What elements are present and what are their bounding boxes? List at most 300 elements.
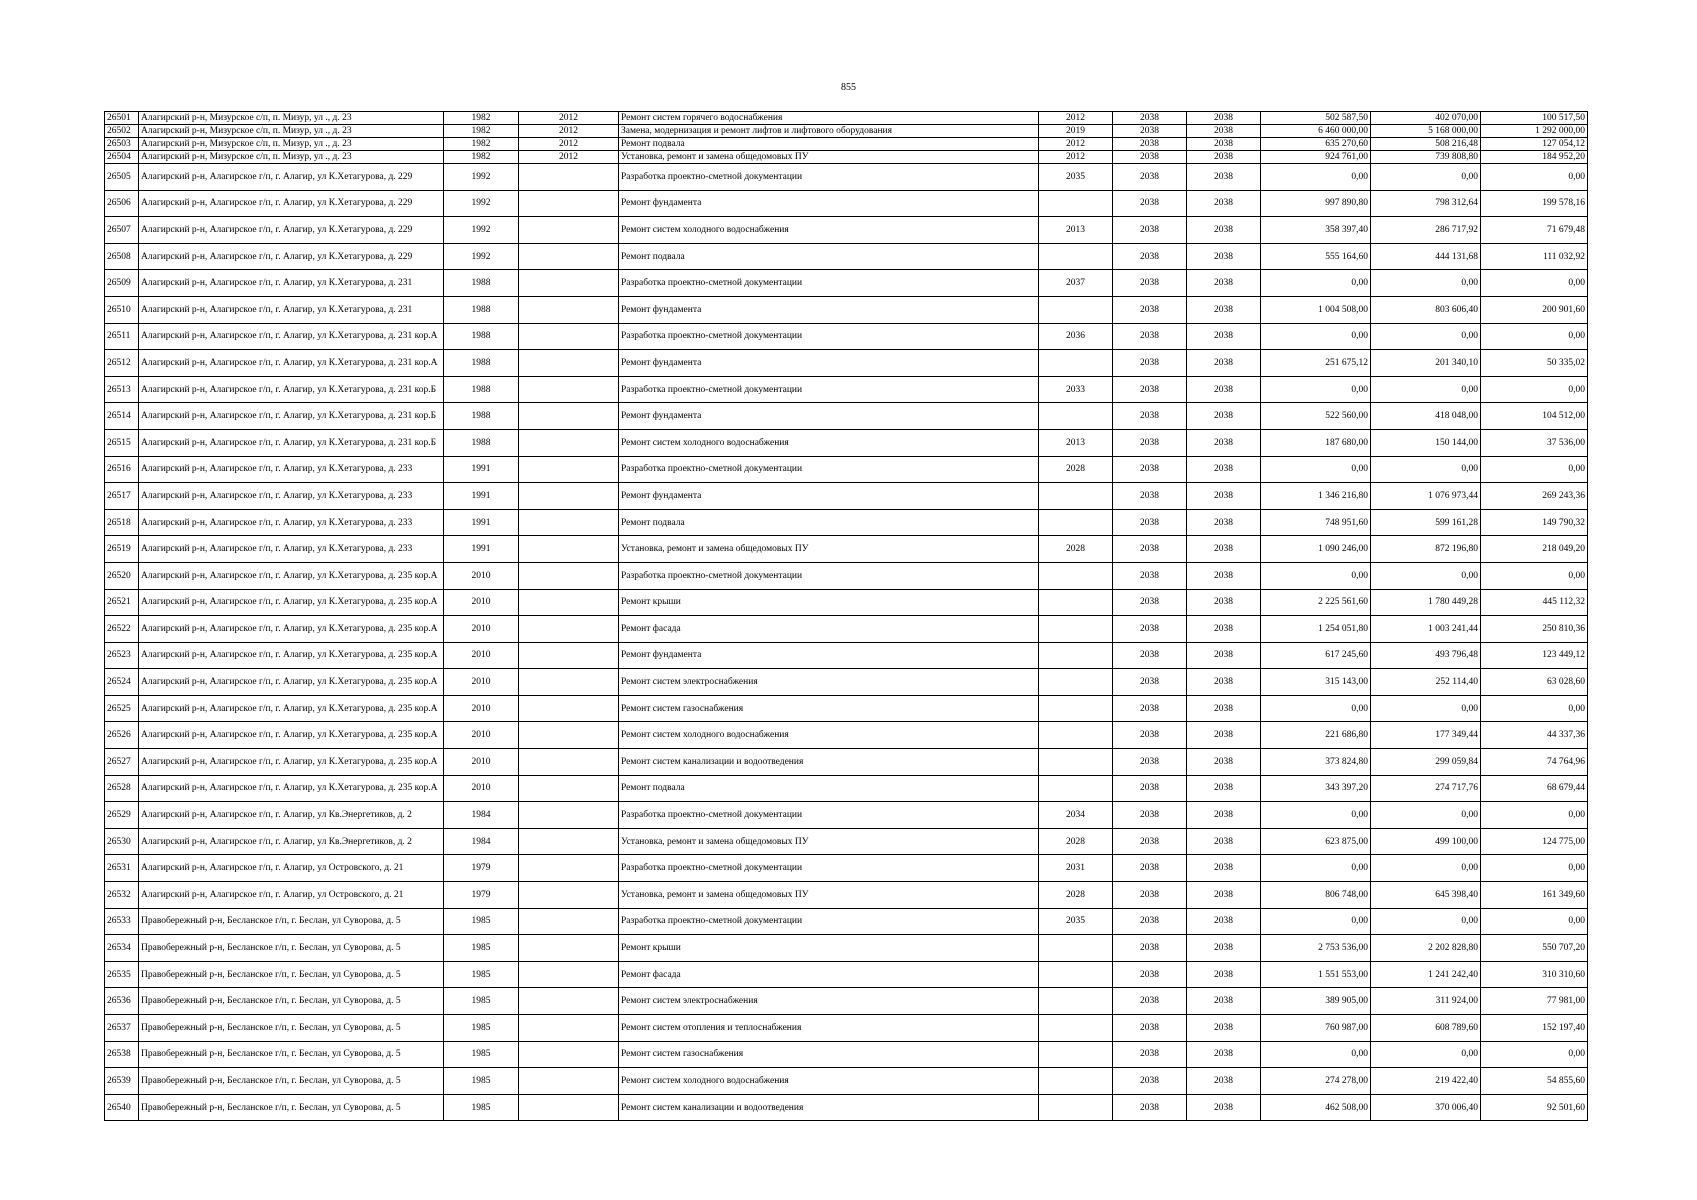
planned-year-cell	[1039, 483, 1113, 510]
table-row	[105, 828, 1588, 855]
start-year-cell: 2038	[1113, 164, 1187, 191]
start-year-cell: 2038	[1113, 882, 1187, 909]
planned-year-cell	[1039, 775, 1113, 802]
work-type-cell: Ремонт крыши	[619, 935, 1039, 962]
owner-cost-cell: 161 349,60	[1481, 882, 1588, 909]
fund-cost-cell: 0,00	[1371, 908, 1481, 935]
total-cost-cell: 251 675,12	[1261, 350, 1371, 377]
build-year-cell: 2010	[444, 722, 519, 749]
build-year-cell: 2010	[444, 642, 519, 669]
row-id-cell: 26531	[105, 855, 139, 882]
row-id-cell: 26509	[105, 270, 139, 297]
row-id-cell: 26526	[105, 722, 139, 749]
table-row	[105, 802, 1588, 829]
start-year-cell: 2038	[1113, 1041, 1187, 1068]
owner-cost-cell: 127 054,12	[1481, 138, 1588, 151]
fund-cost-cell: 599 161,28	[1371, 509, 1481, 536]
fund-cost-cell: 508 216,48	[1371, 138, 1481, 151]
fund-cost-cell: 0,00	[1371, 695, 1481, 722]
owner-cost-cell: 100 517,50	[1481, 112, 1588, 125]
start-year-cell: 2038	[1113, 961, 1187, 988]
table-row	[105, 536, 1588, 563]
last-repair-year-cell	[519, 775, 619, 802]
total-cost-cell: 0,00	[1261, 562, 1371, 589]
planned-year-cell: 2031	[1039, 855, 1113, 882]
fund-cost-cell: 493 796,48	[1371, 642, 1481, 669]
start-year-cell: 2038	[1113, 1094, 1187, 1121]
last-repair-year-cell: 2012	[519, 112, 619, 125]
last-repair-year-cell	[519, 429, 619, 456]
total-cost-cell: 635 270,60	[1261, 138, 1371, 151]
work-type-cell: Ремонт крыши	[619, 589, 1039, 616]
end-year-cell: 2038	[1187, 217, 1261, 244]
owner-cost-cell: 111 032,92	[1481, 243, 1588, 270]
fund-cost-cell: 252 114,40	[1371, 669, 1481, 696]
build-year-cell: 2010	[444, 562, 519, 589]
end-year-cell: 2038	[1187, 509, 1261, 536]
planned-year-cell	[1039, 749, 1113, 776]
work-type-cell: Ремонт фундамента	[619, 190, 1039, 217]
last-repair-year-cell	[519, 642, 619, 669]
table-row	[105, 270, 1588, 297]
address-cell: Правобережный р-н, Бесланское г/п, г. Беслан, ул Суворова, д. 5	[139, 961, 444, 988]
table-row	[105, 855, 1588, 882]
total-cost-cell: 617 245,60	[1261, 642, 1371, 669]
table-row	[105, 403, 1588, 430]
fund-cost-cell: 872 196,80	[1371, 536, 1481, 563]
planned-year-cell	[1039, 669, 1113, 696]
address-cell: Алагирский р-н, Алагирское г/п, г. Алагир, ул К.Хетагурова, д. 233	[139, 509, 444, 536]
work-type-cell: Ремонт систем электроснабжения	[619, 669, 1039, 696]
end-year-cell: 2038	[1187, 112, 1261, 125]
build-year-cell: 2010	[444, 616, 519, 643]
work-type-cell: Ремонт фундамента	[619, 483, 1039, 510]
row-id-cell: 26501	[105, 112, 139, 125]
start-year-cell: 2038	[1113, 802, 1187, 829]
owner-cost-cell: 0,00	[1481, 1041, 1588, 1068]
owner-cost-cell: 0,00	[1481, 323, 1588, 350]
work-type-cell: Разработка проектно-сметной документации	[619, 376, 1039, 403]
start-year-cell: 2038	[1113, 642, 1187, 669]
owner-cost-cell: 0,00	[1481, 695, 1588, 722]
start-year-cell: 2038	[1113, 988, 1187, 1015]
total-cost-cell: 806 748,00	[1261, 882, 1371, 909]
work-type-cell: Ремонт фасада	[619, 616, 1039, 643]
table-row	[105, 190, 1588, 217]
build-year-cell: 1991	[444, 509, 519, 536]
total-cost-cell: 1 551 553,00	[1261, 961, 1371, 988]
fund-cost-cell: 311 924,00	[1371, 988, 1481, 1015]
address-cell: Алагирский р-н, Алагирское г/п, г. Алагир, ул К.Хетагурова, д. 235 кор.А	[139, 562, 444, 589]
work-type-cell: Установка, ремонт и замена общедомовых ПУ	[619, 882, 1039, 909]
table-row	[105, 1015, 1588, 1042]
table-row	[105, 1041, 1588, 1068]
last-repair-year-cell	[519, 669, 619, 696]
fund-cost-cell: 0,00	[1371, 1041, 1481, 1068]
planned-year-cell	[1039, 190, 1113, 217]
planned-year-cell: 2019	[1039, 125, 1113, 138]
address-cell: Алагирский р-н, Алагирское г/п, г. Алагир, ул К.Хетагурова, д. 231 кор.Б	[139, 376, 444, 403]
row-id-cell: 26518	[105, 509, 139, 536]
planned-year-cell	[1039, 642, 1113, 669]
build-year-cell: 1988	[444, 429, 519, 456]
build-year-cell: 1982	[444, 151, 519, 164]
fund-cost-cell: 739 808,80	[1371, 151, 1481, 164]
table-row	[105, 429, 1588, 456]
build-year-cell: 1982	[444, 138, 519, 151]
last-repair-year-cell	[519, 1015, 619, 1042]
start-year-cell: 2038	[1113, 403, 1187, 430]
table-row	[105, 775, 1588, 802]
owner-cost-cell: 149 790,32	[1481, 509, 1588, 536]
address-cell: Алагирский р-н, Алагирское г/п, г. Алагир, ул К.Хетагурова, д. 235 кор.А	[139, 669, 444, 696]
address-cell: Правобережный р-н, Бесланское г/п, г. Беслан, ул Суворова, д. 5	[139, 1041, 444, 1068]
planned-year-cell: 2012	[1039, 151, 1113, 164]
fund-cost-cell: 0,00	[1371, 323, 1481, 350]
start-year-cell: 2038	[1113, 483, 1187, 510]
address-cell: Правобережный р-н, Бесланское г/п, г. Беслан, ул Суворова, д. 5	[139, 1015, 444, 1042]
start-year-cell: 2038	[1113, 190, 1187, 217]
build-year-cell: 1982	[444, 112, 519, 125]
build-year-cell: 1979	[444, 855, 519, 882]
end-year-cell: 2038	[1187, 164, 1261, 191]
row-id-cell: 26529	[105, 802, 139, 829]
start-year-cell: 2038	[1113, 151, 1187, 164]
row-id-cell: 26537	[105, 1015, 139, 1042]
planned-year-cell: 2028	[1039, 536, 1113, 563]
address-cell: Алагирский р-н, Алагирское г/п, г. Алагир, ул Кв.Энергетиков, д. 2	[139, 828, 444, 855]
row-id-cell: 26534	[105, 935, 139, 962]
last-repair-year-cell	[519, 695, 619, 722]
owner-cost-cell: 0,00	[1481, 855, 1588, 882]
repair-program-table	[104, 111, 1588, 1121]
work-type-cell: Ремонт фундамента	[619, 350, 1039, 377]
owner-cost-cell: 0,00	[1481, 456, 1588, 483]
build-year-cell: 1992	[444, 164, 519, 191]
total-cost-cell: 0,00	[1261, 855, 1371, 882]
work-type-cell: Ремонт систем холодного водоснабжения	[619, 429, 1039, 456]
owner-cost-cell: 50 335,02	[1481, 350, 1588, 377]
row-id-cell: 26511	[105, 323, 139, 350]
row-id-cell: 26522	[105, 616, 139, 643]
work-type-cell: Разработка проектно-сметной документации	[619, 323, 1039, 350]
owner-cost-cell: 200 901,60	[1481, 296, 1588, 323]
last-repair-year-cell	[519, 376, 619, 403]
fund-cost-cell: 177 349,44	[1371, 722, 1481, 749]
row-id-cell: 26516	[105, 456, 139, 483]
work-type-cell: Разработка проектно-сметной документации	[619, 908, 1039, 935]
row-id-cell: 26505	[105, 164, 139, 191]
address-cell: Алагирский р-н, Алагирское г/п, г. Алагир, ул К.Хетагурова, д. 233	[139, 456, 444, 483]
work-type-cell: Ремонт подвала	[619, 509, 1039, 536]
owner-cost-cell: 44 337,36	[1481, 722, 1588, 749]
total-cost-cell: 6 460 000,00	[1261, 125, 1371, 138]
row-id-cell: 26507	[105, 217, 139, 244]
owner-cost-cell: 0,00	[1481, 164, 1588, 191]
end-year-cell: 2038	[1187, 1094, 1261, 1121]
fund-cost-cell: 0,00	[1371, 164, 1481, 191]
work-type-cell: Ремонт систем канализации и водоотведения	[619, 749, 1039, 776]
build-year-cell: 1988	[444, 296, 519, 323]
owner-cost-cell: 68 679,44	[1481, 775, 1588, 802]
fund-cost-cell: 5 168 000,00	[1371, 125, 1481, 138]
owner-cost-cell: 0,00	[1481, 270, 1588, 297]
last-repair-year-cell: 2012	[519, 138, 619, 151]
build-year-cell: 1982	[444, 125, 519, 138]
owner-cost-cell: 71 679,48	[1481, 217, 1588, 244]
build-year-cell: 1984	[444, 828, 519, 855]
address-cell: Алагирский р-н, Алагирское г/п, г. Алагир, ул К.Хетагурова, д. 235 кор.А	[139, 589, 444, 616]
table-row	[105, 125, 1588, 138]
end-year-cell: 2038	[1187, 483, 1261, 510]
address-cell: Алагирский р-н, Алагирское г/п, г. Алагир, ул К.Хетагурова, д. 229	[139, 164, 444, 191]
build-year-cell: 1984	[444, 802, 519, 829]
last-repair-year-cell	[519, 323, 619, 350]
planned-year-cell: 2036	[1039, 323, 1113, 350]
end-year-cell: 2038	[1187, 536, 1261, 563]
owner-cost-cell: 310 310,60	[1481, 961, 1588, 988]
work-type-cell: Разработка проектно-сметной документации	[619, 562, 1039, 589]
table-row	[105, 456, 1588, 483]
address-cell: Правобережный р-н, Бесланское г/п, г. Беслан, ул Суворова, д. 5	[139, 988, 444, 1015]
total-cost-cell: 0,00	[1261, 164, 1371, 191]
address-cell: Алагирский р-н, Алагирское г/п, г. Алагир, ул К.Хетагурова, д. 231 кор.Б	[139, 429, 444, 456]
fund-cost-cell: 608 789,60	[1371, 1015, 1481, 1042]
table-row	[105, 749, 1588, 776]
build-year-cell: 2010	[444, 669, 519, 696]
total-cost-cell: 748 951,60	[1261, 509, 1371, 536]
build-year-cell: 1988	[444, 323, 519, 350]
build-year-cell: 1985	[444, 908, 519, 935]
build-year-cell: 1992	[444, 243, 519, 270]
table-row	[105, 935, 1588, 962]
owner-cost-cell: 63 028,60	[1481, 669, 1588, 696]
planned-year-cell	[1039, 616, 1113, 643]
last-repair-year-cell	[519, 802, 619, 829]
work-type-cell: Установка, ремонт и замена общедомовых ПУ	[619, 828, 1039, 855]
owner-cost-cell: 1 292 000,00	[1481, 125, 1588, 138]
start-year-cell: 2038	[1113, 669, 1187, 696]
end-year-cell: 2038	[1187, 151, 1261, 164]
build-year-cell: 1988	[444, 376, 519, 403]
build-year-cell: 1992	[444, 217, 519, 244]
total-cost-cell: 623 875,00	[1261, 828, 1371, 855]
work-type-cell: Разработка проектно-сметной документации	[619, 855, 1039, 882]
row-id-cell: 26539	[105, 1068, 139, 1095]
total-cost-cell: 315 143,00	[1261, 669, 1371, 696]
work-type-cell: Ремонт фундамента	[619, 642, 1039, 669]
end-year-cell: 2038	[1187, 403, 1261, 430]
address-cell: Правобережный р-н, Бесланское г/п, г. Беслан, ул Суворова, д. 5	[139, 1068, 444, 1095]
start-year-cell: 2038	[1113, 908, 1187, 935]
planned-year-cell: 2012	[1039, 112, 1113, 125]
row-id-cell: 26538	[105, 1041, 139, 1068]
planned-year-cell	[1039, 562, 1113, 589]
owner-cost-cell: 0,00	[1481, 376, 1588, 403]
table-row	[105, 112, 1588, 125]
start-year-cell: 2038	[1113, 296, 1187, 323]
end-year-cell: 2038	[1187, 562, 1261, 589]
row-id-cell: 26527	[105, 749, 139, 776]
build-year-cell: 1985	[444, 961, 519, 988]
address-cell: Алагирский р-н, Алагирское г/п, г. Алагир, ул Островского, д. 21	[139, 855, 444, 882]
row-id-cell: 26513	[105, 376, 139, 403]
end-year-cell: 2038	[1187, 961, 1261, 988]
total-cost-cell: 0,00	[1261, 1041, 1371, 1068]
owner-cost-cell: 184 952,20	[1481, 151, 1588, 164]
total-cost-cell: 1 254 051,80	[1261, 616, 1371, 643]
build-year-cell: 2010	[444, 589, 519, 616]
last-repair-year-cell	[519, 616, 619, 643]
end-year-cell: 2038	[1187, 642, 1261, 669]
planned-year-cell: 2012	[1039, 138, 1113, 151]
end-year-cell: 2038	[1187, 775, 1261, 802]
owner-cost-cell: 123 449,12	[1481, 642, 1588, 669]
end-year-cell: 2038	[1187, 125, 1261, 138]
planned-year-cell	[1039, 1068, 1113, 1095]
start-year-cell: 2038	[1113, 695, 1187, 722]
row-id-cell: 26514	[105, 403, 139, 430]
build-year-cell: 1985	[444, 1015, 519, 1042]
work-type-cell: Установка, ремонт и замена общедомовых ПУ	[619, 536, 1039, 563]
row-id-cell: 26504	[105, 151, 139, 164]
owner-cost-cell: 37 536,00	[1481, 429, 1588, 456]
build-year-cell: 1991	[444, 483, 519, 510]
last-repair-year-cell	[519, 828, 619, 855]
end-year-cell: 2038	[1187, 669, 1261, 696]
build-year-cell: 1988	[444, 270, 519, 297]
work-type-cell: Ремонт подвала	[619, 243, 1039, 270]
start-year-cell: 2038	[1113, 456, 1187, 483]
last-repair-year-cell	[519, 988, 619, 1015]
address-cell: Алагирский р-н, Алагирское г/п, г. Алагир, ул К.Хетагурова, д. 231	[139, 270, 444, 297]
build-year-cell: 2010	[444, 749, 519, 776]
planned-year-cell	[1039, 509, 1113, 536]
last-repair-year-cell	[519, 908, 619, 935]
total-cost-cell: 0,00	[1261, 323, 1371, 350]
total-cost-cell: 221 686,80	[1261, 722, 1371, 749]
owner-cost-cell: 250 810,36	[1481, 616, 1588, 643]
fund-cost-cell: 1 076 973,44	[1371, 483, 1481, 510]
table-row	[105, 722, 1588, 749]
total-cost-cell: 1 004 508,00	[1261, 296, 1371, 323]
last-repair-year-cell	[519, 270, 619, 297]
end-year-cell: 2038	[1187, 935, 1261, 962]
fund-cost-cell: 444 131,68	[1371, 243, 1481, 270]
last-repair-year-cell: 2012	[519, 125, 619, 138]
table-row	[105, 217, 1588, 244]
last-repair-year-cell	[519, 1068, 619, 1095]
work-type-cell: Установка, ремонт и замена общедомовых ПУ	[619, 151, 1039, 164]
last-repair-year-cell	[519, 483, 619, 510]
table-row	[105, 151, 1588, 164]
fund-cost-cell: 0,00	[1371, 456, 1481, 483]
address-cell: Алагирский р-н, Мизурское с/п, п. Мизур, ул ., д. 23	[139, 112, 444, 125]
table-row	[105, 296, 1588, 323]
address-cell: Алагирский р-н, Алагирское г/п, г. Алагир, ул К.Хетагурова, д. 229	[139, 217, 444, 244]
total-cost-cell: 1 346 216,80	[1261, 483, 1371, 510]
start-year-cell: 2038	[1113, 125, 1187, 138]
planned-year-cell: 2028	[1039, 882, 1113, 909]
work-type-cell: Разработка проектно-сметной документации	[619, 456, 1039, 483]
row-id-cell: 26536	[105, 988, 139, 1015]
build-year-cell: 1979	[444, 882, 519, 909]
planned-year-cell	[1039, 350, 1113, 377]
planned-year-cell	[1039, 1041, 1113, 1068]
address-cell: Алагирский р-н, Алагирское г/п, г. Алагир, ул Кв.Энергетиков, д. 2	[139, 802, 444, 829]
row-id-cell: 26512	[105, 350, 139, 377]
start-year-cell: 2038	[1113, 270, 1187, 297]
table-row	[105, 350, 1588, 377]
total-cost-cell: 187 680,00	[1261, 429, 1371, 456]
end-year-cell: 2038	[1187, 988, 1261, 1015]
total-cost-cell: 0,00	[1261, 695, 1371, 722]
planned-year-cell: 2035	[1039, 908, 1113, 935]
last-repair-year-cell	[519, 190, 619, 217]
planned-year-cell: 2037	[1039, 270, 1113, 297]
table-row	[105, 882, 1588, 909]
build-year-cell: 1985	[444, 1068, 519, 1095]
end-year-cell: 2038	[1187, 855, 1261, 882]
build-year-cell: 1985	[444, 1094, 519, 1121]
end-year-cell: 2038	[1187, 456, 1261, 483]
work-type-cell: Ремонт подвала	[619, 775, 1039, 802]
row-id-cell: 26530	[105, 828, 139, 855]
total-cost-cell: 502 587,50	[1261, 112, 1371, 125]
row-id-cell: 26533	[105, 908, 139, 935]
planned-year-cell: 2034	[1039, 802, 1113, 829]
work-type-cell: Ремонт фундамента	[619, 296, 1039, 323]
end-year-cell: 2038	[1187, 138, 1261, 151]
table-row	[105, 138, 1588, 151]
build-year-cell: 1988	[444, 350, 519, 377]
end-year-cell: 2038	[1187, 882, 1261, 909]
total-cost-cell: 760 987,00	[1261, 1015, 1371, 1042]
fund-cost-cell: 1 003 241,44	[1371, 616, 1481, 643]
fund-cost-cell: 1 241 242,40	[1371, 961, 1481, 988]
address-cell: Алагирский р-н, Мизурское с/п, п. Мизур, ул ., д. 23	[139, 138, 444, 151]
last-repair-year-cell	[519, 509, 619, 536]
build-year-cell: 1992	[444, 190, 519, 217]
end-year-cell: 2038	[1187, 429, 1261, 456]
address-cell: Алагирский р-н, Алагирское г/п, г. Алагир, ул К.Хетагурова, д. 231	[139, 296, 444, 323]
table-row	[105, 243, 1588, 270]
start-year-cell: 2038	[1113, 138, 1187, 151]
planned-year-cell: 2028	[1039, 828, 1113, 855]
table-row	[105, 562, 1588, 589]
row-id-cell: 26508	[105, 243, 139, 270]
total-cost-cell: 2 225 561,60	[1261, 589, 1371, 616]
total-cost-cell: 1 090 246,00	[1261, 536, 1371, 563]
table-row	[105, 589, 1588, 616]
address-cell: Алагирский р-н, Алагирское г/п, г. Алагир, ул К.Хетагурова, д. 231 кор.А	[139, 350, 444, 377]
last-repair-year-cell	[519, 296, 619, 323]
planned-year-cell	[1039, 403, 1113, 430]
start-year-cell: 2038	[1113, 616, 1187, 643]
table-row	[105, 1068, 1588, 1095]
last-repair-year-cell	[519, 403, 619, 430]
last-repair-year-cell	[519, 562, 619, 589]
end-year-cell: 2038	[1187, 1015, 1261, 1042]
work-type-cell: Ремонт систем отопления и теплоснабжения	[619, 1015, 1039, 1042]
end-year-cell: 2038	[1187, 243, 1261, 270]
last-repair-year-cell	[519, 456, 619, 483]
end-year-cell: 2038	[1187, 376, 1261, 403]
row-id-cell: 26525	[105, 695, 139, 722]
owner-cost-cell: 550 707,20	[1481, 935, 1588, 962]
total-cost-cell: 389 905,00	[1261, 988, 1371, 1015]
planned-year-cell: 2013	[1039, 429, 1113, 456]
